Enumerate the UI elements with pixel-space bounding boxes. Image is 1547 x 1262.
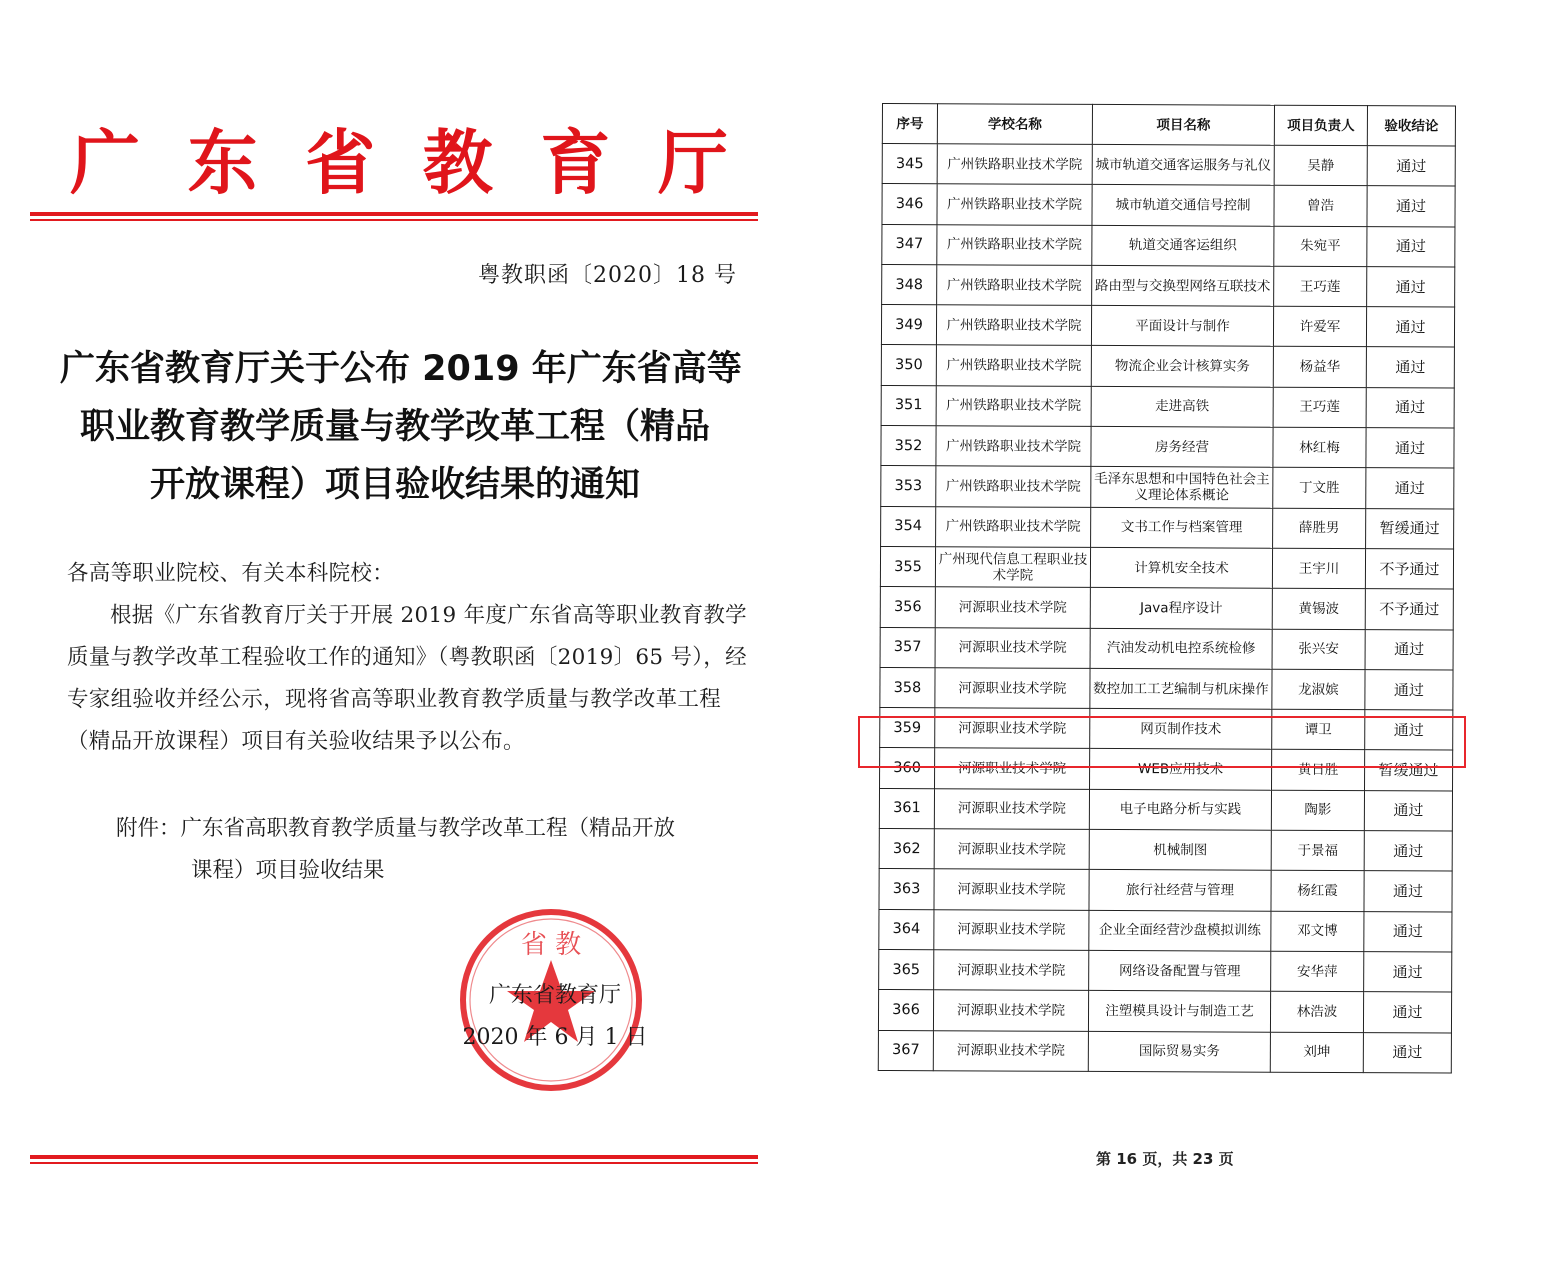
serial-number-cell: 345 bbox=[882, 144, 937, 185]
result-cell: 通过 bbox=[1367, 267, 1455, 308]
result-cell: 不予通过 bbox=[1365, 549, 1453, 590]
serial-number-cell: 356 bbox=[880, 587, 935, 628]
project-name-cell: 城市轨道交通客运服务与礼仪 bbox=[1092, 144, 1274, 185]
school-name-cell: 广州铁路职业技术学院 bbox=[936, 506, 1091, 547]
result-cell: 通过 bbox=[1366, 307, 1454, 348]
serial-number-cell: 364 bbox=[879, 909, 934, 950]
serial-number-cell: 346 bbox=[882, 184, 937, 225]
school-name-cell: 河源职业技术学院 bbox=[933, 990, 1088, 1031]
school-name-cell: 河源职业技术学院 bbox=[933, 1030, 1088, 1071]
result-cell: 通过 bbox=[1367, 226, 1455, 267]
school-name-cell: 河源职业技术学院 bbox=[935, 668, 1090, 709]
table-row bbox=[881, 466, 1454, 509]
issuer: 广东省教育厅 bbox=[488, 983, 621, 1008]
table-row bbox=[879, 949, 1452, 992]
result-cell: 通过 bbox=[1365, 669, 1453, 710]
school-name-cell: 广州铁路职业技术学院 bbox=[936, 305, 1091, 346]
school-name-cell: 广州铁路职业技术学院 bbox=[937, 265, 1092, 306]
table-row bbox=[882, 224, 1455, 267]
result-cell: 通过 bbox=[1364, 831, 1452, 872]
table-row bbox=[879, 909, 1452, 952]
highlight-box bbox=[858, 716, 1466, 768]
leader-cell: 薛胜男 bbox=[1273, 508, 1366, 549]
serial-number-cell: 348 bbox=[882, 264, 937, 305]
issue-date: 2020 年 6 月 1 日 bbox=[462, 1025, 648, 1050]
project-name-cell: 电子电路分析与实践 bbox=[1089, 789, 1271, 830]
body-paragraph: 根据《广东省教育厅关于开展 2019 年度广东省高等职业教育教学质量与教学改革工程验收工作的通知》（粤教职函〔2019〕65 号），经专家组验收并经公示，现将省高等职业教育教学质量与教学改革工程（精品开放课程）项目有关验收结果予以公布。 bbox=[67, 603, 747, 754]
table-row bbox=[878, 1030, 1451, 1073]
leader-cell: 王巧莲 bbox=[1273, 387, 1366, 428]
leader-cell: 陶影 bbox=[1271, 790, 1364, 831]
serial-number-cell: 366 bbox=[878, 990, 933, 1031]
leader-cell: 林浩波 bbox=[1270, 991, 1363, 1032]
column-header: 验收结论 bbox=[1367, 106, 1455, 146]
table-row bbox=[880, 546, 1453, 589]
result-cell: 通过 bbox=[1366, 428, 1454, 469]
leader-cell: 黄锡波 bbox=[1272, 588, 1365, 629]
letter-body bbox=[67, 553, 757, 763]
school-name-cell: 河源职业技术学院 bbox=[934, 909, 1089, 950]
school-name-cell: 河源职业技术学院 bbox=[934, 950, 1089, 991]
title-line: 职业教育教学质量与教学改革工程（精品 bbox=[79, 407, 710, 447]
serial-number-cell: 365 bbox=[879, 949, 934, 990]
school-name-cell: 河源职业技术学院 bbox=[934, 829, 1089, 870]
table-header-row bbox=[882, 104, 1455, 146]
column-header: 项目名称 bbox=[1092, 104, 1274, 145]
project-name-cell: Java程序设计 bbox=[1090, 588, 1272, 629]
serial-number-cell: 361 bbox=[879, 788, 934, 829]
result-cell: 通过 bbox=[1364, 790, 1452, 831]
leader-cell: 杨益华 bbox=[1273, 347, 1366, 388]
serial-number-cell: 358 bbox=[880, 667, 935, 708]
attachment-line: 课程）项目验收结果 bbox=[191, 858, 385, 883]
project-name-cell: 物流企业会计核算实务 bbox=[1091, 346, 1273, 387]
leader-cell: 张兴安 bbox=[1272, 629, 1365, 670]
leader-cell: 杨红霞 bbox=[1271, 871, 1364, 912]
table-row bbox=[881, 385, 1454, 428]
leader-cell: 龙淑嫔 bbox=[1272, 669, 1365, 710]
attachment-note bbox=[116, 808, 756, 892]
result-cell: 通过 bbox=[1364, 911, 1452, 952]
column-header: 序号 bbox=[882, 104, 937, 144]
serial-number-cell: 353 bbox=[881, 466, 936, 507]
result-cell: 通过 bbox=[1365, 629, 1453, 670]
project-name-cell: 机械制图 bbox=[1089, 829, 1271, 870]
leader-cell: 邓文博 bbox=[1271, 911, 1364, 952]
leader-cell: 吴静 bbox=[1274, 145, 1367, 186]
table-row bbox=[882, 264, 1455, 307]
result-cell: 暂缓通过 bbox=[1366, 508, 1454, 549]
letterhead-title bbox=[30, 118, 758, 208]
title-line: 广东省教育厅关于公布 2019 年广东省高等 bbox=[60, 349, 742, 389]
project-name-cell: 数控加工工艺编制与机床操作 bbox=[1090, 668, 1272, 709]
page-number: 第 16 页，共 23 页 bbox=[1096, 1150, 1234, 1168]
leader-cell: 安华萍 bbox=[1271, 951, 1364, 992]
serial-number-cell: 347 bbox=[882, 224, 937, 265]
table-body bbox=[878, 144, 1455, 1073]
serial-number-cell: 354 bbox=[881, 506, 936, 547]
school-name-cell: 广州铁路职业技术学院 bbox=[936, 386, 1091, 427]
school-name-cell: 河源职业技术学院 bbox=[935, 587, 1090, 628]
project-name-cell: 平面设计与制作 bbox=[1091, 306, 1273, 347]
leader-cell: 黄日胜 bbox=[1272, 750, 1365, 791]
attachment-line: 附件：广东省高职教育教学质量与教学改革工程（精品开放 bbox=[116, 816, 676, 841]
serial-number-cell: 367 bbox=[878, 1030, 933, 1071]
project-name-cell: 旅行社经营与管理 bbox=[1089, 870, 1271, 911]
result-cell: 通过 bbox=[1366, 387, 1454, 428]
masthead-char: 教 bbox=[422, 121, 493, 204]
serial-number-cell: 357 bbox=[880, 627, 935, 668]
serial-number-cell: 349 bbox=[881, 305, 936, 346]
table-row bbox=[881, 345, 1454, 388]
table-row bbox=[881, 305, 1454, 348]
table-row bbox=[881, 426, 1454, 469]
project-name-cell: 毛泽东思想和中国特色社会主义理论体系概论 bbox=[1091, 467, 1273, 508]
leader-cell: 朱宛平 bbox=[1274, 226, 1367, 267]
table-row bbox=[882, 184, 1455, 227]
document-title bbox=[60, 340, 742, 514]
project-name-cell: 注塑模具设计与制造工艺 bbox=[1088, 991, 1270, 1032]
result-cell: 通过 bbox=[1367, 186, 1455, 227]
project-name-cell: 走进高铁 bbox=[1091, 386, 1273, 427]
addressee: 各高等职业院校、有关本科院校： bbox=[67, 561, 395, 586]
school-name-cell: 河源职业技术学院 bbox=[935, 627, 1090, 668]
letterhead-rule-thin bbox=[30, 219, 758, 221]
serial-number-cell: 351 bbox=[881, 385, 936, 426]
table-row bbox=[879, 788, 1452, 831]
serial-number-cell: 360 bbox=[880, 748, 935, 789]
leader-cell: 丁文胜 bbox=[1273, 468, 1366, 509]
column-header: 学校名称 bbox=[937, 104, 1092, 145]
project-name-cell: 轨道交通客运组织 bbox=[1092, 225, 1274, 266]
leader-cell: 许爱军 bbox=[1273, 306, 1366, 347]
result-cell: 暂缓通过 bbox=[1365, 750, 1453, 791]
project-name-cell: 文书工作与档案管理 bbox=[1091, 507, 1273, 548]
masthead-char: 育 bbox=[540, 121, 611, 204]
project-name-cell: 城市轨道交通信号控制 bbox=[1092, 185, 1274, 226]
leader-cell: 林红梅 bbox=[1273, 427, 1366, 468]
leader-cell: 王巧莲 bbox=[1274, 266, 1367, 307]
signature-block bbox=[455, 975, 655, 1059]
school-name-cell: 河源职业技术学院 bbox=[935, 708, 1090, 749]
result-cell: 通过 bbox=[1364, 952, 1452, 993]
school-name-cell: 广州铁路职业技术学院 bbox=[936, 426, 1091, 467]
school-name-cell: 广州铁路职业技术学院 bbox=[937, 184, 1092, 225]
masthead-char: 厅 bbox=[657, 121, 728, 204]
school-name-cell: 河源职业技术学院 bbox=[934, 869, 1089, 910]
project-name-cell: 网页制作技术 bbox=[1090, 709, 1272, 750]
table-row bbox=[880, 667, 1453, 710]
project-name-cell: 汽油发动机电控系统检修 bbox=[1090, 628, 1272, 669]
masthead-char: 广 bbox=[70, 121, 140, 204]
school-name-cell: 广州铁路职业技术学院 bbox=[936, 466, 1091, 507]
school-name-cell: 河源职业技术学院 bbox=[935, 748, 1090, 789]
table-row bbox=[881, 506, 1454, 549]
svg-text:省 教: 省 教 bbox=[520, 930, 582, 960]
school-name-cell: 广州现代信息工程职业技术学院 bbox=[935, 547, 1090, 588]
table-row bbox=[882, 144, 1455, 187]
leader-cell: 王宇川 bbox=[1272, 548, 1365, 589]
school-name-cell: 河源职业技术学院 bbox=[934, 788, 1089, 829]
serial-number-cell: 350 bbox=[881, 345, 936, 386]
project-name-cell: 企业全面经营沙盘模拟训练 bbox=[1089, 910, 1271, 951]
leader-cell: 刘坤 bbox=[1270, 1032, 1363, 1073]
table-row bbox=[880, 627, 1453, 670]
footer-rule-thin bbox=[30, 1162, 758, 1164]
project-name-cell: 国际贸易实务 bbox=[1088, 1031, 1270, 1072]
result-cell: 通过 bbox=[1363, 992, 1451, 1033]
title-line: 开放课程）项目验收结果的通知 bbox=[149, 465, 640, 505]
results-table bbox=[878, 103, 1456, 1073]
serial-number-cell: 352 bbox=[881, 426, 936, 467]
result-cell: 通过 bbox=[1363, 1032, 1451, 1073]
project-name-cell: 路由型与交换型网络互联技术 bbox=[1092, 265, 1274, 306]
serial-number-cell: 362 bbox=[879, 829, 934, 870]
masthead-char: 省 bbox=[305, 121, 376, 204]
project-name-cell: 网络设备配置与管理 bbox=[1089, 950, 1271, 991]
project-name-cell: 房务经营 bbox=[1091, 426, 1273, 467]
serial-number-cell: 363 bbox=[879, 869, 934, 910]
school-name-cell: 广州铁路职业技术学院 bbox=[937, 144, 1092, 185]
table-row bbox=[878, 990, 1451, 1033]
serial-number-cell: 355 bbox=[880, 546, 935, 587]
result-cell: 通过 bbox=[1365, 710, 1453, 751]
table-row bbox=[880, 587, 1453, 630]
masthead-char: 东 bbox=[187, 121, 258, 204]
result-cell: 通过 bbox=[1367, 146, 1455, 187]
leader-cell: 谭卫 bbox=[1272, 709, 1365, 750]
serial-number-cell: 359 bbox=[880, 708, 935, 749]
column-header: 项目负责人 bbox=[1274, 105, 1367, 145]
result-cell: 通过 bbox=[1366, 347, 1454, 388]
school-name-cell: 广州铁路职业技术学院 bbox=[936, 345, 1091, 386]
document-number: 粤教职函〔2020〕18 号 bbox=[478, 263, 737, 288]
result-cell: 不予通过 bbox=[1365, 589, 1453, 630]
school-name-cell: 广州铁路职业技术学院 bbox=[937, 224, 1092, 265]
project-name-cell: WEB应用技术 bbox=[1090, 749, 1272, 790]
leader-cell: 于景福 bbox=[1271, 830, 1364, 871]
table-row bbox=[879, 869, 1452, 912]
result-cell: 通过 bbox=[1364, 871, 1452, 912]
letterhead-rule-thick bbox=[30, 212, 758, 216]
table-row bbox=[879, 829, 1452, 872]
leader-cell: 曾浩 bbox=[1274, 186, 1367, 227]
result-cell: 通过 bbox=[1366, 468, 1454, 509]
footer-rule-thick bbox=[30, 1155, 758, 1159]
project-name-cell: 计算机安全技术 bbox=[1090, 547, 1272, 588]
